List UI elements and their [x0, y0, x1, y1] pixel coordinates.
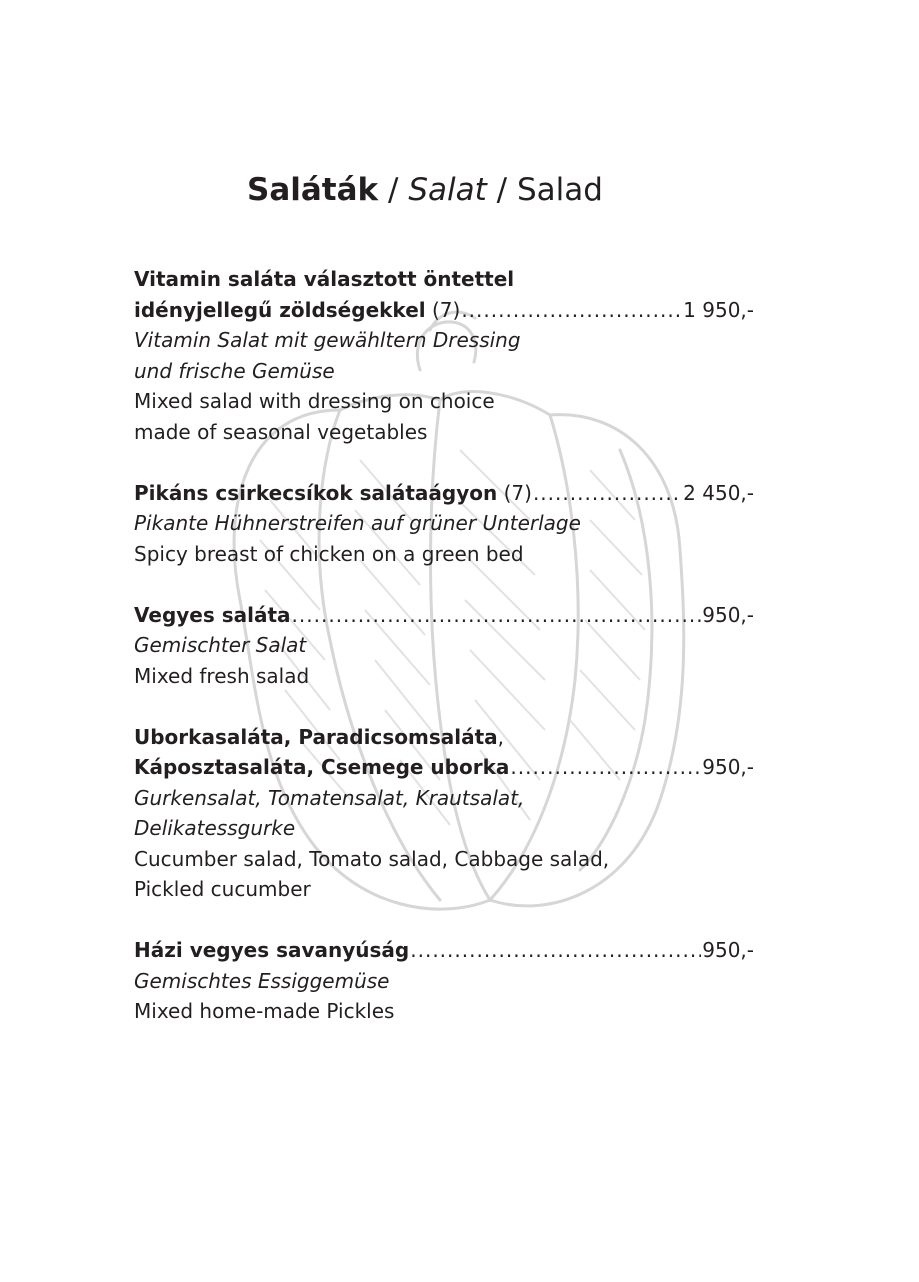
item-name-hu-line — [134, 722, 754, 753]
item-name-en: Mixed fresh salad — [134, 663, 310, 688]
item-name-hu: Vitamin saláta választott öntettel — [134, 267, 515, 291]
menu-item-vegetable-salads — [134, 722, 754, 905]
item-name-en: Pickled cucumber — [134, 877, 311, 901]
item-name-hu: Vegyes saláta — [134, 602, 291, 627]
title-separator: / — [496, 172, 508, 208]
item-price-line — [134, 478, 754, 509]
item-price-line — [134, 935, 754, 966]
item-price: 950,- — [702, 602, 754, 627]
item-name-hu: idényjellegű zöldségekkel — [134, 297, 426, 322]
menu-item-spicy-chicken-salad — [134, 478, 754, 570]
item-name-de: Delikatessgurke — [134, 816, 296, 840]
item-name-de: Gemischter Salat — [134, 633, 307, 657]
dot-leader — [533, 478, 682, 509]
menu-item-pickles — [134, 935, 754, 1027]
item-price: 2 450,- — [683, 480, 754, 505]
item-name-hu: Házi vegyes savanyúság — [134, 938, 410, 962]
item-name-de: Gurkensalat, Tomatensalat, Krautsalat, — [134, 785, 525, 810]
item-price: 950,- — [702, 938, 754, 962]
menu-item-vitamin-salad — [134, 264, 754, 447]
dot-leader — [510, 752, 701, 783]
dot-leader — [292, 600, 702, 631]
allergen-code: (7) — [431, 297, 461, 322]
item-name-en: Mixed salad with dressing on choice — [134, 389, 495, 413]
item-price-line — [134, 295, 754, 326]
item-price-line — [134, 752, 754, 783]
item-name-de: Gemischtes Essiggemüse — [134, 968, 390, 993]
item-price: 1 950,- — [683, 297, 754, 322]
allergen-code: (7) — [503, 480, 532, 505]
item-name-de: Pikante Hühnerstreifen auf grüner Unterlage — [134, 511, 581, 535]
dot-leader — [461, 295, 682, 326]
item-name-de: Vitamin Salat mit gewähltern Dressing — [134, 328, 521, 352]
title-hungarian: Saláták — [247, 172, 379, 208]
item-name-hu: Uborkasaláta, Paradicsomsaláta — [134, 724, 498, 749]
title-separator: / — [388, 172, 399, 208]
item-price: 950,- — [702, 755, 754, 779]
comma-separator: , — [497, 724, 504, 749]
title-german: Salat — [408, 172, 487, 208]
page-title — [247, 168, 603, 212]
item-name-en: Spicy breast of chicken on a green bed — [134, 541, 524, 566]
item-price-line — [134, 600, 754, 631]
item-name-en: Cucumber salad, Tomato salad, Cabbage salad, — [134, 846, 610, 871]
title-english: Salad — [516, 172, 603, 208]
item-name-de: und frische Gemüse — [134, 358, 335, 383]
item-name-en: made of seasonal vegetables — [134, 419, 428, 444]
menu-item-mixed-salad — [134, 600, 754, 692]
dot-leader — [410, 935, 701, 966]
item-name-hu: Káposztasaláta, Csemege uborka — [134, 755, 510, 779]
salad-menu-list — [134, 264, 754, 1057]
item-name-hu: Pikáns csirkecsíkok salátaágyon — [134, 480, 498, 505]
item-name-en: Mixed home-made Pickles — [134, 999, 395, 1023]
